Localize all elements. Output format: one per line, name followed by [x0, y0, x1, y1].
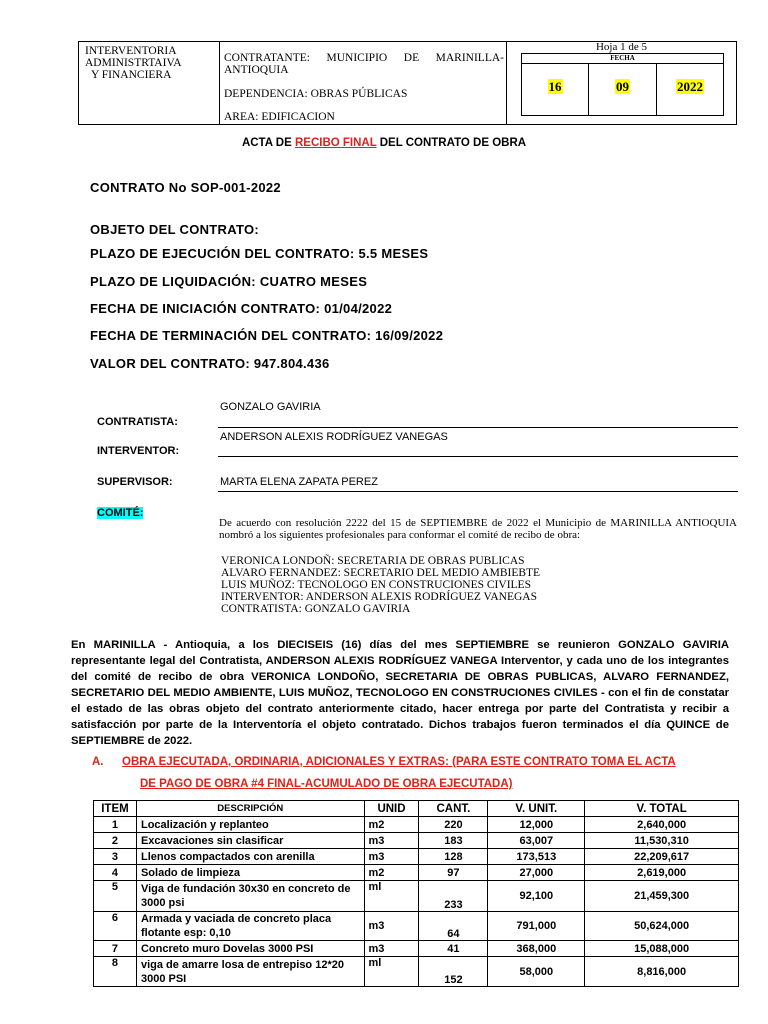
- section-a-line-1: OBRA EJECUTADA, ORDINARIA, ADICIONALES Y EXTRAS: (PARA ESTE CONTRATO TOMA EL ACTA: [122, 756, 676, 768]
- date-year-wrap: [657, 79, 723, 95]
- cell-unid: m3: [364, 941, 419, 957]
- date-day-wrap: [522, 79, 588, 95]
- document-title: [0, 137, 768, 149]
- interventor-underline: [218, 456, 738, 457]
- cell-desc: Concreto muro Dovelas 3000 PSI: [136, 941, 364, 957]
- cell-vunit: 791,000: [488, 912, 585, 941]
- cell-unid: ml: [364, 881, 419, 912]
- cell-cant: 41: [419, 941, 488, 957]
- cell-unid: m3: [364, 912, 419, 941]
- cell-unid: m3: [364, 833, 419, 849]
- contract-fecha-terminacion: FECHA DE TERMINACIÓN DEL CONTRATO: 16/09/2022: [90, 328, 444, 343]
- table-row: [94, 865, 739, 881]
- cell-cant: 64: [419, 912, 488, 941]
- cell-unid: m2: [364, 817, 419, 833]
- cell-item: 3: [94, 849, 137, 865]
- cell-item: 1: [94, 817, 137, 833]
- table-row: [94, 833, 739, 849]
- table-row: [94, 941, 739, 957]
- title-prefix: ACTA DE: [241, 137, 295, 149]
- obra-items-table: [93, 800, 739, 987]
- contratista-value: GONZALO GAVIRIA: [220, 401, 321, 413]
- cell-vtotal: 21,459,300: [585, 881, 739, 912]
- cell-desc: Llenos compactados con arenilla: [136, 849, 364, 865]
- table-row: [94, 912, 739, 941]
- header-org-line-1: INTERVENTORIA: [85, 45, 177, 57]
- cell-cant: 183: [419, 833, 488, 849]
- header-org-line-3: Y FINANCIERA: [91, 69, 172, 81]
- title-highlight: RECIBO FINAL: [294, 137, 377, 149]
- cell-desc: Solado de limpieza: [136, 865, 364, 881]
- date-month-wrap: [589, 79, 656, 95]
- interventor-value: ANDERSON ALEXIS RODRÍGUEZ VANEGAS: [220, 431, 448, 443]
- table-header-row: [94, 801, 739, 817]
- cell-desc: Excavaciones sin clasificar: [136, 833, 364, 849]
- cell-item: 7: [94, 941, 137, 957]
- contratista-label: CONTRATISTA:: [97, 416, 178, 428]
- comite-label-wrap: [97, 507, 143, 519]
- table-row: [94, 957, 739, 987]
- contract-plazo-liquidacion: PLAZO DE LIQUIDACIÓN: CUATRO MESES: [90, 274, 368, 289]
- table-row: [94, 817, 739, 833]
- header-fecha-label: FECHA: [521, 53, 724, 64]
- cell-desc: Localización y replanteo: [136, 817, 364, 833]
- header-area: AREA: EDIFICACION: [224, 111, 335, 123]
- cell-item: 2: [94, 833, 137, 849]
- cell-unid: ml: [364, 957, 419, 987]
- comite-member-5: CONTRATISTA: GONZALO GAVIRIA: [221, 603, 411, 615]
- interventor-label: INTERVENTOR:: [97, 445, 180, 457]
- cell-vtotal: 2,619,000: [585, 865, 739, 881]
- minutes-paragraph: En MARINILLA - Antioquia, a los DIECISEIS (16) días del mes SEPTIEMBRE se reunieron GONZALO GAVIRIA representante legal del Contratista, ANDERSON ALEXIS RODRÍGUEZ VANEGA Interventor, y cada uno de los integrantes del comité de recibo de obra VERONICA LONDOÑO, SECRETARIA DE OBRAS PUBLICAS, ALVARO FERNANDEZ, SECRETARIO DEL MEDIO AMBIENTE, LUIS MUÑOZ, TECNOLOGO EN CONSTRUCIONES CIVILES - con el fin de constatar el estado de las obras objeto del contrato anteriormente citado, hacer entrega por parte del Contratista y recibir a satisfacción por parte de la Interventoría el objeto contratado. Dichos trabajos fueron terminados el día QUINCE de SEPTIEMBRE de 2022.: [71, 639, 729, 747]
- contract-fecha-iniciacion: FECHA DE INICIACIÓN CONTRATO: 01/04/2022: [90, 301, 393, 316]
- header-org-line-2: ADMINISTRTAIVA: [85, 57, 182, 69]
- cell-item: 8: [94, 957, 137, 987]
- cell-desc: Viga de fundación 30x30 en concreto de 3000 psi: [136, 881, 364, 912]
- comite-member-1: VERONICA LONDOÑ: SECRETARIA DE OBRAS PUBLICAS: [221, 555, 525, 567]
- comite-member-4: INTERVENTOR: ANDERSON ALEXIS RODRÍGUEZ VANEGAS: [221, 591, 537, 603]
- cell-vtotal: 15,088,000: [585, 941, 739, 957]
- cell-cant: 128: [419, 849, 488, 865]
- contract-plazo-ejecucion: PLAZO DE EJECUCIÓN DEL CONTRATO: 5.5 MESES: [90, 246, 429, 261]
- section-a-line-2: DE PAGO DE OBRA #4 FINAL-ACUMULADO DE OBRA EJECUTADA): [140, 778, 513, 790]
- header-date-box: [521, 63, 724, 116]
- title-suffix: DEL CONTRATO DE OBRA: [376, 137, 527, 149]
- contract-number: CONTRATO No SOP-001-2022: [90, 180, 281, 195]
- table-row: [94, 881, 739, 912]
- supervisor-label: SUPERVISOR:: [97, 476, 173, 488]
- cell-vtotal: 22,209,617: [585, 849, 739, 865]
- cell-vunit: 27,000: [488, 865, 585, 881]
- date-year: 2022: [677, 79, 703, 94]
- cell-vtotal: 50,624,000: [585, 912, 739, 941]
- cell-vunit: 173,513: [488, 849, 585, 865]
- comite-member-2: ALVARO FERNANDEZ: SECRETARIO DEL MEDIO AMBIEBTE: [221, 567, 541, 579]
- cell-cant: 220: [419, 817, 488, 833]
- cell-vunit: 63,007: [488, 833, 585, 849]
- header-contratante: CONTRATANTE: MUNICIPIO DE MARINILLA-ANTIOQUIA: [224, 52, 504, 76]
- cell-vunit: 12,000: [488, 817, 585, 833]
- supervisor-underline: [218, 491, 738, 492]
- cell-cant: 97: [419, 865, 488, 881]
- cell-vunit: 58,000: [488, 957, 585, 987]
- table-row: [94, 849, 739, 865]
- cell-desc: viga de amarre losa de entrepiso 12*20 3000 PSI: [136, 957, 364, 987]
- section-a-letter: A.: [92, 756, 104, 768]
- cell-unid: m2: [364, 865, 419, 881]
- header-contratante-cell: [219, 41, 507, 125]
- cell-item: 4: [94, 865, 137, 881]
- cell-vtotal: 2,640,000: [585, 817, 739, 833]
- col-header-cant: CANT.: [419, 801, 488, 817]
- cell-cant: 152: [419, 957, 488, 987]
- col-header-descripcion: DESCRIPCIÓN: [136, 801, 364, 817]
- header-org-cell: [78, 41, 220, 125]
- contract-valor: VALOR DEL CONTRATO: 947.804.436: [90, 356, 330, 371]
- comite-member-3: LUIS MUÑOZ: TECNOLOGO EN CONSTRUCIONES CIVILES: [221, 579, 531, 591]
- comite-intro: De acuerdo con resolución 2222 del 15 de SEPTIEMBRE de 2022 el Municipio de MARINILLA ANTIOQUIA nombró a los siguientes profesionales para conformar el comité de recibo de obra:: [219, 517, 737, 541]
- cell-item: 5: [94, 881, 137, 912]
- col-header-vtotal: V. TOTAL: [585, 801, 739, 817]
- comite-label: COMITÉ:: [97, 507, 144, 519]
- cell-item: 6: [94, 912, 137, 941]
- cell-vtotal: 8,816,000: [585, 957, 739, 987]
- contract-object: OBJETO DEL CONTRATO:: [90, 222, 259, 237]
- header-dependencia: DEPENDENCIA: OBRAS PÚBLICAS: [224, 88, 408, 100]
- date-day: 16: [548, 79, 562, 94]
- col-header-item: ITEM: [94, 801, 137, 817]
- contratista-underline: [218, 427, 738, 428]
- supervisor-value: MARTA ELENA ZAPATA PEREZ: [220, 476, 378, 488]
- cell-cant: 233: [419, 881, 488, 912]
- cell-unid: m3: [364, 849, 419, 865]
- date-month: 09: [616, 79, 629, 94]
- cell-vunit: 368,000: [488, 941, 585, 957]
- header-hoja: Hoja 1 de 5: [595, 41, 647, 53]
- cell-desc: Armada y vaciada de concreto placa flotante esp: 0,10: [136, 912, 364, 941]
- cell-vunit: 92,100: [488, 881, 585, 912]
- comite-members: [221, 555, 540, 615]
- col-header-unid: UNID: [364, 801, 419, 817]
- cell-vtotal: 11,530,310: [585, 833, 739, 849]
- col-header-vunit: V. UNIT.: [488, 801, 585, 817]
- header-date-cell: [506, 41, 737, 125]
